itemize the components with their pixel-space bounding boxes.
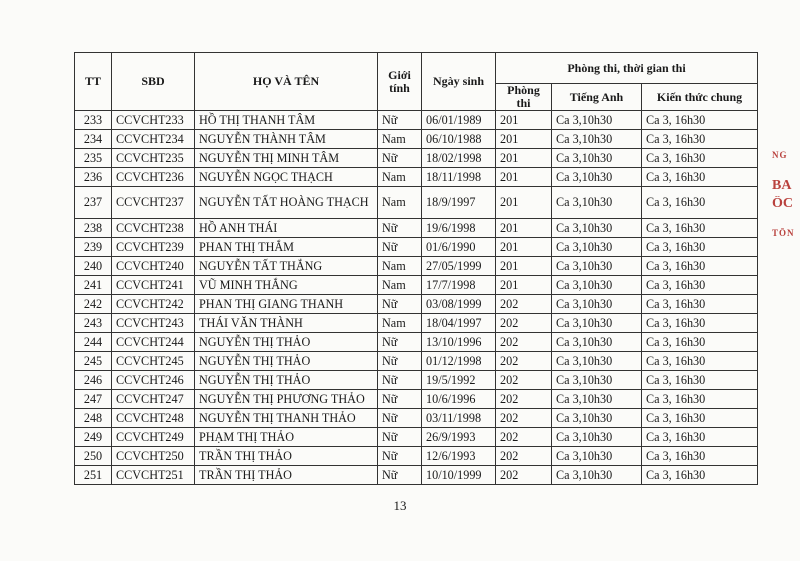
cell-gender: Nữ bbox=[378, 295, 422, 314]
cell-english: Ca 3,10h30 bbox=[552, 333, 642, 352]
table-row bbox=[75, 409, 758, 428]
table-row bbox=[75, 130, 758, 149]
cell-sbd: CCVCHT239 bbox=[112, 238, 195, 257]
table-row bbox=[75, 295, 758, 314]
page-number: 13 bbox=[393, 498, 407, 513]
cell-name: NGUYỄN THỊ PHƯƠNG THẢO bbox=[195, 390, 378, 409]
cell-general: Ca 3, 16h30 bbox=[642, 466, 758, 485]
cell-gender: Nữ bbox=[378, 219, 422, 238]
cell-sbd: CCVCHT242 bbox=[112, 295, 195, 314]
cell-sbd: CCVCHT238 bbox=[112, 219, 195, 238]
cell-general: Ca 3, 16h30 bbox=[642, 314, 758, 333]
table-row bbox=[75, 276, 758, 295]
cell-sbd: CCVCHT234 bbox=[112, 130, 195, 149]
cell-gender: Nam bbox=[378, 314, 422, 333]
cell-english: Ca 3,10h30 bbox=[552, 409, 642, 428]
table-row bbox=[75, 371, 758, 390]
cell-english: Ca 3,10h30 bbox=[552, 276, 642, 295]
cell-general: Ca 3, 16h30 bbox=[642, 409, 758, 428]
cell-dob: 17/7/1998 bbox=[422, 276, 496, 295]
cell-tt: 249 bbox=[75, 428, 112, 447]
cell-gender: Nữ bbox=[378, 149, 422, 168]
cell-room: 202 bbox=[496, 466, 552, 485]
cell-tt: 237 bbox=[75, 187, 112, 219]
table-row bbox=[75, 219, 758, 238]
cell-gender: Nam bbox=[378, 276, 422, 295]
cell-english: Ca 3,10h30 bbox=[552, 111, 642, 130]
cell-general: Ca 3, 16h30 bbox=[642, 257, 758, 276]
header-exam-group: Phòng thi, thời gian thi bbox=[496, 53, 758, 84]
cell-gender: Nam bbox=[378, 187, 422, 219]
cell-room: 201 bbox=[496, 111, 552, 130]
cell-room: 201 bbox=[496, 149, 552, 168]
table-row bbox=[75, 238, 758, 257]
cell-room: 201 bbox=[496, 130, 552, 149]
cell-gender: Nữ bbox=[378, 428, 422, 447]
cell-tt: 235 bbox=[75, 149, 112, 168]
cell-name: NGUYỄN THỊ MINH TÂM bbox=[195, 149, 378, 168]
cell-name: NGUYỄN THỊ THẢO bbox=[195, 333, 378, 352]
table-row bbox=[75, 390, 758, 409]
table-row bbox=[75, 466, 758, 485]
cell-general: Ca 3, 16h30 bbox=[642, 219, 758, 238]
table-row bbox=[75, 187, 758, 219]
header-tt: TT bbox=[75, 53, 112, 111]
cell-english: Ca 3,10h30 bbox=[552, 187, 642, 219]
cell-dob: 03/08/1999 bbox=[422, 295, 496, 314]
cell-gender: Nữ bbox=[378, 390, 422, 409]
header-general: Kiến thức chung bbox=[642, 84, 758, 111]
cell-gender: Nữ bbox=[378, 111, 422, 130]
cell-name: NGUYỄN NGỌC THẠCH bbox=[195, 168, 378, 187]
cell-room: 201 bbox=[496, 276, 552, 295]
cell-room: 201 bbox=[496, 257, 552, 276]
cell-english: Ca 3,10h30 bbox=[552, 295, 642, 314]
header-sbd: SBD bbox=[112, 53, 195, 111]
cell-sbd: CCVCHT249 bbox=[112, 428, 195, 447]
cell-name: VŨ MINH THẮNG bbox=[195, 276, 378, 295]
cell-room: 201 bbox=[496, 168, 552, 187]
cell-dob: 18/11/1998 bbox=[422, 168, 496, 187]
cell-general: Ca 3, 16h30 bbox=[642, 371, 758, 390]
cell-general: Ca 3, 16h30 bbox=[642, 428, 758, 447]
cell-room: 202 bbox=[496, 409, 552, 428]
cell-general: Ca 3, 16h30 bbox=[642, 187, 758, 219]
cell-general: Ca 3, 16h30 bbox=[642, 447, 758, 466]
cell-english: Ca 3,10h30 bbox=[552, 428, 642, 447]
cell-dob: 18/02/1998 bbox=[422, 149, 496, 168]
header-name: HỌ VÀ TÊN bbox=[195, 53, 378, 111]
cell-dob: 18/9/1997 bbox=[422, 187, 496, 219]
header-dob: Ngày sinh bbox=[422, 53, 496, 111]
cell-gender: Nam bbox=[378, 130, 422, 149]
cell-dob: 13/10/1996 bbox=[422, 333, 496, 352]
cell-dob: 06/10/1988 bbox=[422, 130, 496, 149]
cell-sbd: CCVCHT246 bbox=[112, 371, 195, 390]
cell-name: NGUYỄN THỊ THẢO bbox=[195, 352, 378, 371]
cell-general: Ca 3, 16h30 bbox=[642, 333, 758, 352]
cell-dob: 10/10/1999 bbox=[422, 466, 496, 485]
cell-general: Ca 3, 16h30 bbox=[642, 276, 758, 295]
cell-english: Ca 3,10h30 bbox=[552, 314, 642, 333]
cell-english: Ca 3,10h30 bbox=[552, 390, 642, 409]
cell-general: Ca 3, 16h30 bbox=[642, 390, 758, 409]
table-row bbox=[75, 428, 758, 447]
cell-name: HỒ THỊ THANH TÂM bbox=[195, 111, 378, 130]
cell-sbd: CCVCHT243 bbox=[112, 314, 195, 333]
cell-gender: Nữ bbox=[378, 447, 422, 466]
cell-gender: Nam bbox=[378, 257, 422, 276]
cell-tt: 241 bbox=[75, 276, 112, 295]
cell-english: Ca 3,10h30 bbox=[552, 130, 642, 149]
cell-tt: 240 bbox=[75, 257, 112, 276]
cell-name: TRẦN THỊ THẢO bbox=[195, 447, 378, 466]
cell-english: Ca 3,10h30 bbox=[552, 219, 642, 238]
cell-tt: 242 bbox=[75, 295, 112, 314]
cell-name: TRẦN THỊ THẢO bbox=[195, 466, 378, 485]
cell-gender: Nữ bbox=[378, 371, 422, 390]
cell-dob: 26/9/1993 bbox=[422, 428, 496, 447]
table-body bbox=[75, 111, 758, 485]
cell-tt: 247 bbox=[75, 390, 112, 409]
cell-gender: Nam bbox=[378, 168, 422, 187]
cell-name: NGUYỄN TẤT THẮNG bbox=[195, 257, 378, 276]
cell-tt: 238 bbox=[75, 219, 112, 238]
cell-english: Ca 3,10h30 bbox=[552, 168, 642, 187]
cell-dob: 19/5/1992 bbox=[422, 371, 496, 390]
cell-tt: 246 bbox=[75, 371, 112, 390]
table-row bbox=[75, 111, 758, 130]
cell-tt: 239 bbox=[75, 238, 112, 257]
cell-sbd: CCVCHT248 bbox=[112, 409, 195, 428]
cell-room: 202 bbox=[496, 390, 552, 409]
cell-dob: 03/11/1998 bbox=[422, 409, 496, 428]
cell-dob: 12/6/1993 bbox=[422, 447, 496, 466]
cell-sbd: CCVCHT251 bbox=[112, 466, 195, 485]
cell-room: 202 bbox=[496, 333, 552, 352]
cell-english: Ca 3,10h30 bbox=[552, 371, 642, 390]
cell-room: 202 bbox=[496, 314, 552, 333]
cell-name: NGUYỄN TẤT HOÀNG THẠCH bbox=[195, 187, 378, 219]
cell-english: Ca 3,10h30 bbox=[552, 466, 642, 485]
cell-sbd: CCVCHT236 bbox=[112, 168, 195, 187]
header-gender: Giới tính bbox=[378, 53, 422, 111]
stamp-fragment: TÔN bbox=[772, 228, 795, 238]
cell-gender: Nữ bbox=[378, 466, 422, 485]
cell-gender: Nữ bbox=[378, 333, 422, 352]
cell-general: Ca 3, 16h30 bbox=[642, 238, 758, 257]
cell-english: Ca 3,10h30 bbox=[552, 238, 642, 257]
table-row bbox=[75, 447, 758, 466]
cell-room: 201 bbox=[496, 187, 552, 219]
cell-sbd: CCVCHT240 bbox=[112, 257, 195, 276]
stamp-fragment: ỐC bbox=[772, 196, 793, 211]
cell-general: Ca 3, 16h30 bbox=[642, 111, 758, 130]
table-row bbox=[75, 257, 758, 276]
table-row bbox=[75, 333, 758, 352]
cell-general: Ca 3, 16h30 bbox=[642, 168, 758, 187]
candidate-table bbox=[74, 52, 758, 485]
cell-name: NGUYỄN THỊ THANH THẢO bbox=[195, 409, 378, 428]
cell-gender: Nữ bbox=[378, 238, 422, 257]
cell-tt: 248 bbox=[75, 409, 112, 428]
cell-sbd: CCVCHT247 bbox=[112, 390, 195, 409]
cell-tt: 234 bbox=[75, 130, 112, 149]
cell-dob: 19/6/1998 bbox=[422, 219, 496, 238]
cell-english: Ca 3,10h30 bbox=[552, 257, 642, 276]
cell-room: 202 bbox=[496, 428, 552, 447]
cell-sbd: CCVCHT241 bbox=[112, 276, 195, 295]
cell-name: HỒ ANH THÁI bbox=[195, 219, 378, 238]
cell-room: 201 bbox=[496, 238, 552, 257]
cell-gender: Nữ bbox=[378, 409, 422, 428]
cell-name: NGUYỄN THÀNH TÂM bbox=[195, 130, 378, 149]
cell-room: 202 bbox=[496, 352, 552, 371]
cell-sbd: CCVCHT233 bbox=[112, 111, 195, 130]
cell-room: 201 bbox=[496, 219, 552, 238]
cell-english: Ca 3,10h30 bbox=[552, 352, 642, 371]
cell-sbd: CCVCHT245 bbox=[112, 352, 195, 371]
cell-general: Ca 3, 16h30 bbox=[642, 149, 758, 168]
header-english: Tiếng Anh bbox=[552, 84, 642, 111]
cell-tt: 236 bbox=[75, 168, 112, 187]
cell-room: 202 bbox=[496, 295, 552, 314]
table-row bbox=[75, 352, 758, 371]
cell-tt: 251 bbox=[75, 466, 112, 485]
cell-sbd: CCVCHT250 bbox=[112, 447, 195, 466]
cell-tt: 244 bbox=[75, 333, 112, 352]
cell-dob: 10/6/1996 bbox=[422, 390, 496, 409]
cell-tt: 250 bbox=[75, 447, 112, 466]
cell-sbd: CCVCHT244 bbox=[112, 333, 195, 352]
header-room: Phòng thi bbox=[496, 84, 552, 111]
table-row bbox=[75, 314, 758, 333]
cell-general: Ca 3, 16h30 bbox=[642, 352, 758, 371]
cell-room: 202 bbox=[496, 447, 552, 466]
cell-english: Ca 3,10h30 bbox=[552, 149, 642, 168]
cell-gender: Nữ bbox=[378, 352, 422, 371]
cell-dob: 01/12/1998 bbox=[422, 352, 496, 371]
cell-tt: 245 bbox=[75, 352, 112, 371]
stamp-fragment: NG bbox=[772, 150, 788, 160]
cell-room: 202 bbox=[496, 371, 552, 390]
table-row bbox=[75, 168, 758, 187]
cell-name: PHẠM THỊ THẢO bbox=[195, 428, 378, 447]
table-row bbox=[75, 149, 758, 168]
cell-general: Ca 3, 16h30 bbox=[642, 295, 758, 314]
cell-general: Ca 3, 16h30 bbox=[642, 130, 758, 149]
cell-name: PHAN THỊ THẮM bbox=[195, 238, 378, 257]
stamp-fragment: BA bbox=[772, 178, 792, 193]
cell-tt: 243 bbox=[75, 314, 112, 333]
cell-dob: 01/6/1990 bbox=[422, 238, 496, 257]
cell-name: THÁI VĂN THÀNH bbox=[195, 314, 378, 333]
cell-tt: 233 bbox=[75, 111, 112, 130]
cell-name: NGUYỄN THỊ THẢO bbox=[195, 371, 378, 390]
cell-english: Ca 3,10h30 bbox=[552, 447, 642, 466]
cell-name: PHAN THỊ GIANG THANH bbox=[195, 295, 378, 314]
cell-sbd: CCVCHT237 bbox=[112, 187, 195, 219]
cell-sbd: CCVCHT235 bbox=[112, 149, 195, 168]
cell-dob: 27/05/1999 bbox=[422, 257, 496, 276]
cell-dob: 06/01/1989 bbox=[422, 111, 496, 130]
cell-dob: 18/04/1997 bbox=[422, 314, 496, 333]
